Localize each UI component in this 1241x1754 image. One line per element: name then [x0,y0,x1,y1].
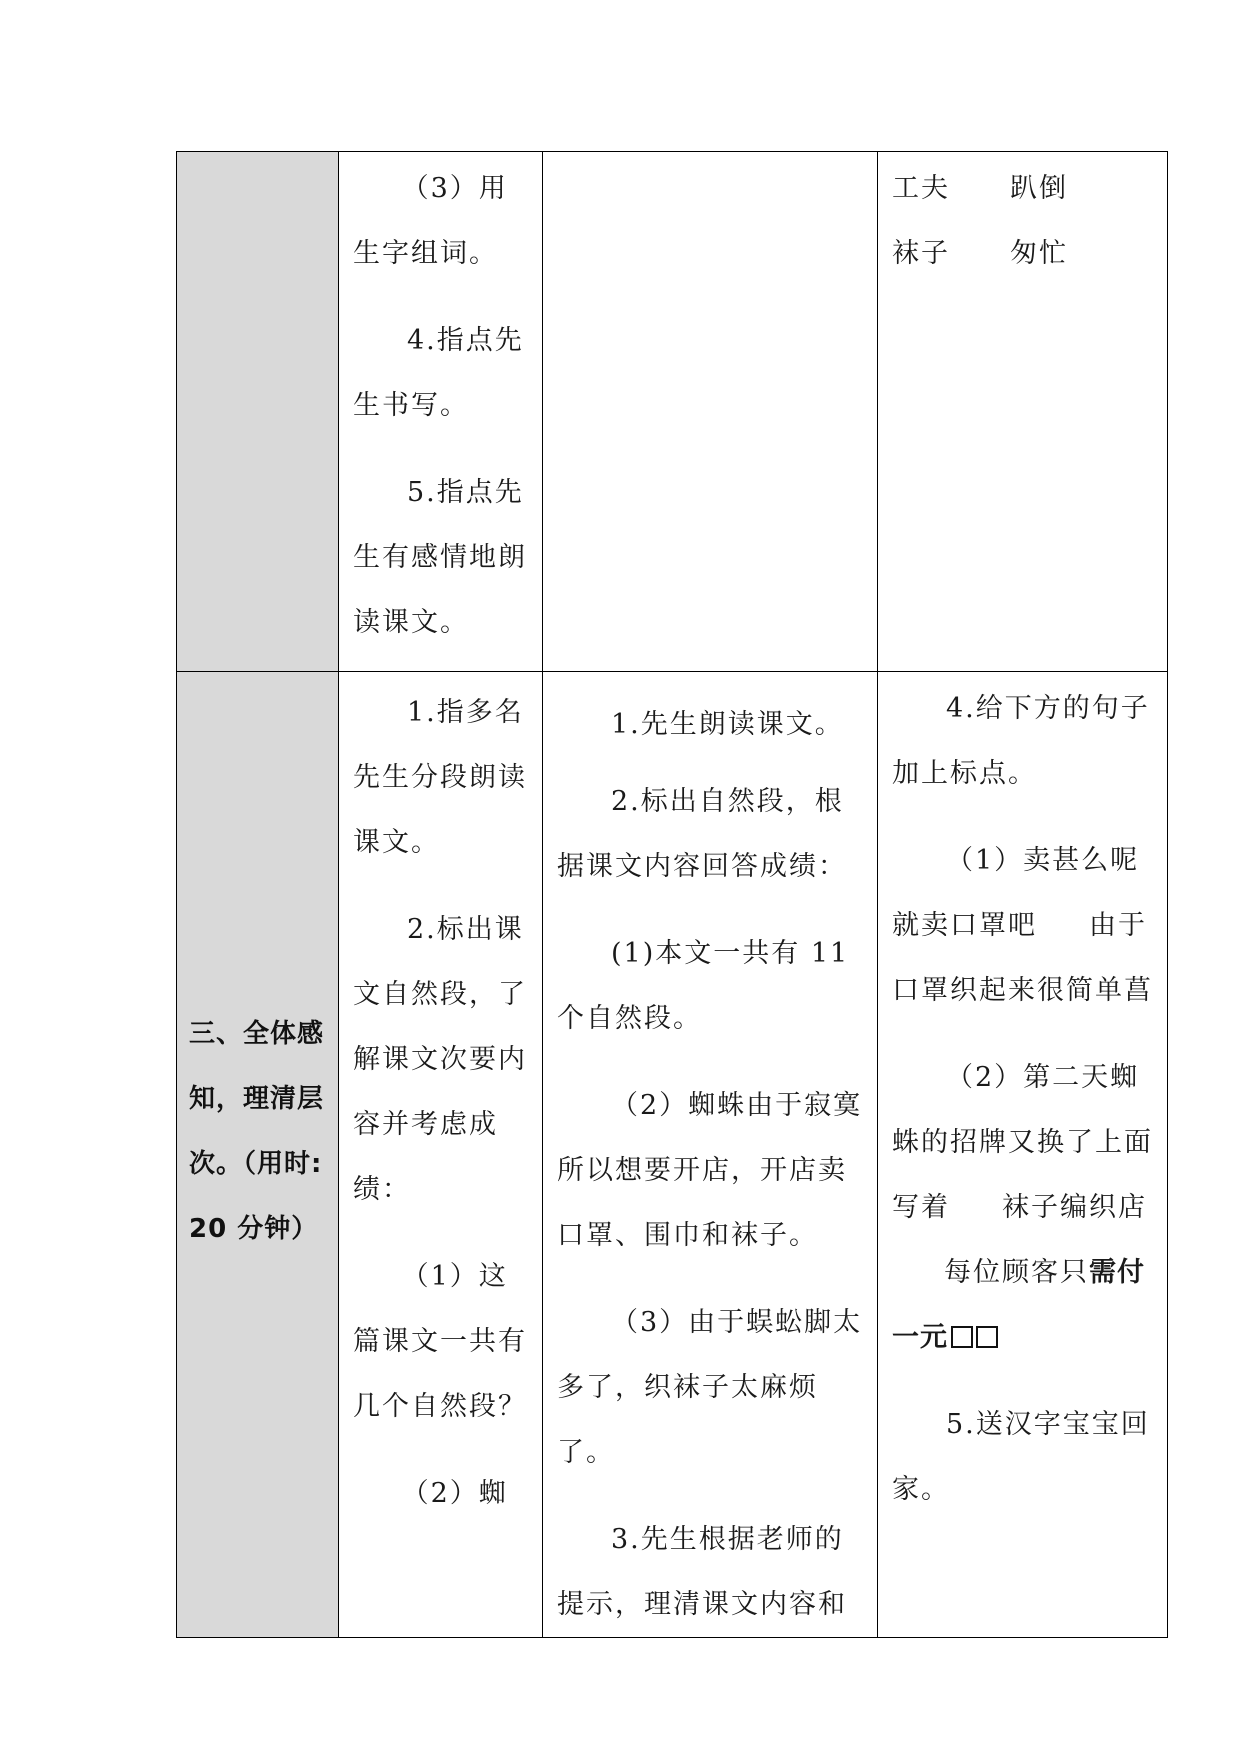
table-row [177,672,1168,1638]
teacher-activity-item: 3.先生根据老师的提示，理清课文内容和 [557,1524,847,1620]
student-activity-item: 1.指多名先生分段朗读课文。 [353,697,527,858]
stage-title-line: 次。（用时: [189,1149,323,1179]
student-activity-item: 5.指点先生有感情地朗读课文。 [353,477,527,638]
student-activity-item: （3）用生字组词。 [353,173,508,269]
student-activity-item: 4.指点先生书写。 [353,325,524,421]
exercise-cell [878,152,1168,672]
teacher-activity-cell [543,672,878,1638]
word: 袜子 [892,238,950,269]
word: 匆忙 [1010,238,1068,269]
word-pair-row [892,156,1157,221]
student-activity-item: 2.标出课文自然段，了解课文次要内容并考虑成绩： [353,914,527,1205]
stage-cell [177,152,339,672]
teacher-activity-cell [543,152,878,672]
teacher-activity-item: (1)本文一共有 11 个自然段。 [557,938,850,1034]
exercise-item [892,1045,1157,1370]
exercise-item [892,828,1157,1023]
blank-box-icon [951,1326,973,1348]
exercise-cell [878,672,1168,1638]
table-row [177,152,1168,672]
word-pair-row [892,221,1157,286]
teacher-activity-item: （3）由于蜈蚣脚太多了，织袜子太麻烦了。 [557,1307,863,1468]
exercise-text: 由于口罩织起来很简单菖 [892,910,1153,1006]
exercise-text: （2）第二天蜘蛛的招牌又换了上面写着 [892,1062,1153,1223]
exercise-item: 4.给下方的句子加上标点。 [892,693,1150,789]
student-activity-item: （2）蜘 [401,1478,508,1509]
exercise-text: （1）卖甚么呢就卖口罩吧 [892,845,1140,941]
teacher-activity-item: 2.标出自然段，根据课文内容回答成绩： [557,786,847,882]
teacher-activity-item: 1.先生朗读课文。 [611,709,844,740]
stage-title-line: 知，理清层 [189,1084,325,1114]
stage-cell [177,672,339,1638]
stage-title [177,1002,338,1262]
exercise-bold-text: 需付一元 [892,1257,1145,1353]
student-activity-cell [339,152,543,672]
exercise-text: 每位顾客只 [944,1257,1089,1288]
student-activity-cell [339,672,543,1638]
word: 趴倒 [1010,173,1068,204]
exercise-text: 袜子编织店 [1002,1192,1147,1223]
stage-title-line: 三、全体感 [189,1019,325,1049]
lesson-plan-table [176,151,1168,1638]
blank-box-icon [976,1326,998,1348]
teacher-activity-item: （2）蜘蛛由于寂寞所以想要开店，开店卖口罩、围巾和袜子。 [557,1090,863,1251]
student-activity-item: （1）这篇课文一共有几个自然段？ [353,1261,527,1422]
stage-title-line: 20 分钟） [189,1214,319,1244]
exercise-item: 5.送汉字宝宝回家。 [892,1409,1150,1505]
word: 工夫 [892,173,950,204]
